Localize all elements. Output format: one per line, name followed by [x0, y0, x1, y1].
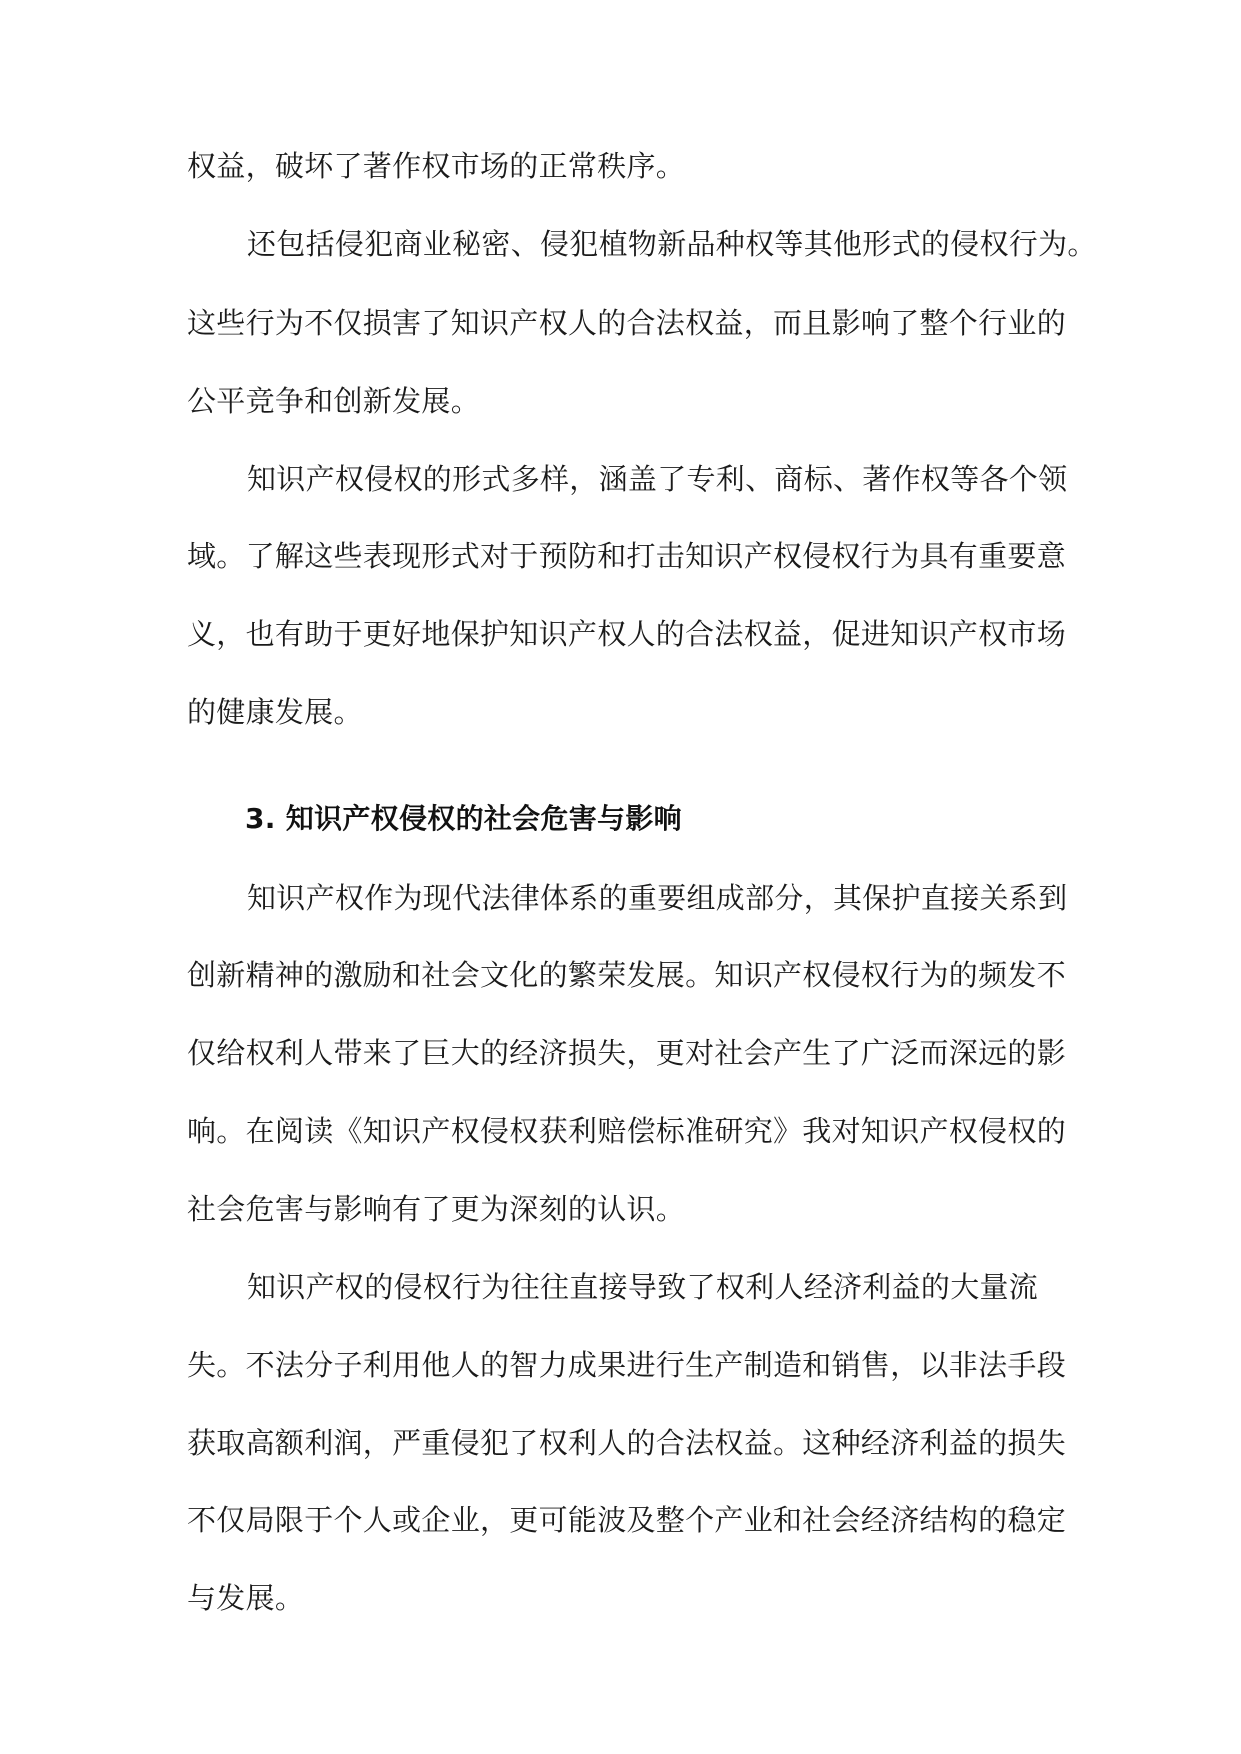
paragraph-line: 知识产权侵权的形式多样，涵盖了专利、商标、著作权等各个领: [247, 462, 1068, 496]
paragraph-line: 创新精神的激励和社会文化的繁荣发展。知识产权侵权行为的频发不: [187, 958, 1067, 992]
paragraph-line: 失。不法分子利用他人的智力成果进行生产制造和销售，以非法手段: [187, 1348, 1067, 1382]
section-heading: 3. 知识产权侵权的社会危害与影响: [245, 802, 682, 835]
paragraph-line: 知识产权作为现代法律体系的重要组成部分，其保护直接关系到: [247, 881, 1068, 915]
paragraph-line: 域。了解这些表现形式对于预防和打击知识产权侵权行为具有重要意: [187, 539, 1067, 573]
paragraph-line: 社会危害与影响有了更为深刻的认识。: [187, 1192, 686, 1226]
paragraph-line: 权益，破坏了著作权市场的正常秩序。: [187, 149, 686, 183]
paragraph-line: 与发展。: [187, 1581, 305, 1615]
paragraph-line: 公平竞争和创新发展。: [187, 384, 481, 418]
paragraph-line: 仅给权利人带来了巨大的经济损失，更对社会产生了广泛而深远的影: [187, 1036, 1067, 1070]
paragraph-line: 不仅局限于个人或企业，更可能波及整个产业和社会经济结构的稳定: [187, 1503, 1067, 1537]
paragraph-line: 知识产权的侵权行为往往直接导致了权利人经济利益的大量流: [247, 1270, 1039, 1304]
paragraph-line: 获取高额利润，严重侵犯了权利人的合法权益。这种经济利益的损失: [187, 1426, 1067, 1460]
paragraph-line: 义，也有助于更好地保护知识产权人的合法权益，促进知识产权市场: [187, 617, 1067, 651]
paragraph-line: 响。在阅读《知识产权侵权获利赔偿标准研究》我对知识产权侵权的: [187, 1114, 1067, 1148]
paragraph-line: 还包括侵犯商业秘密、侵犯植物新品种权等其他形式的侵权行为。: [247, 227, 1097, 261]
paragraph-line: 这些行为不仅损害了知识产权人的合法权益，而且影响了整个行业的: [187, 306, 1067, 340]
paragraph-line: 的健康发展。: [187, 695, 363, 729]
